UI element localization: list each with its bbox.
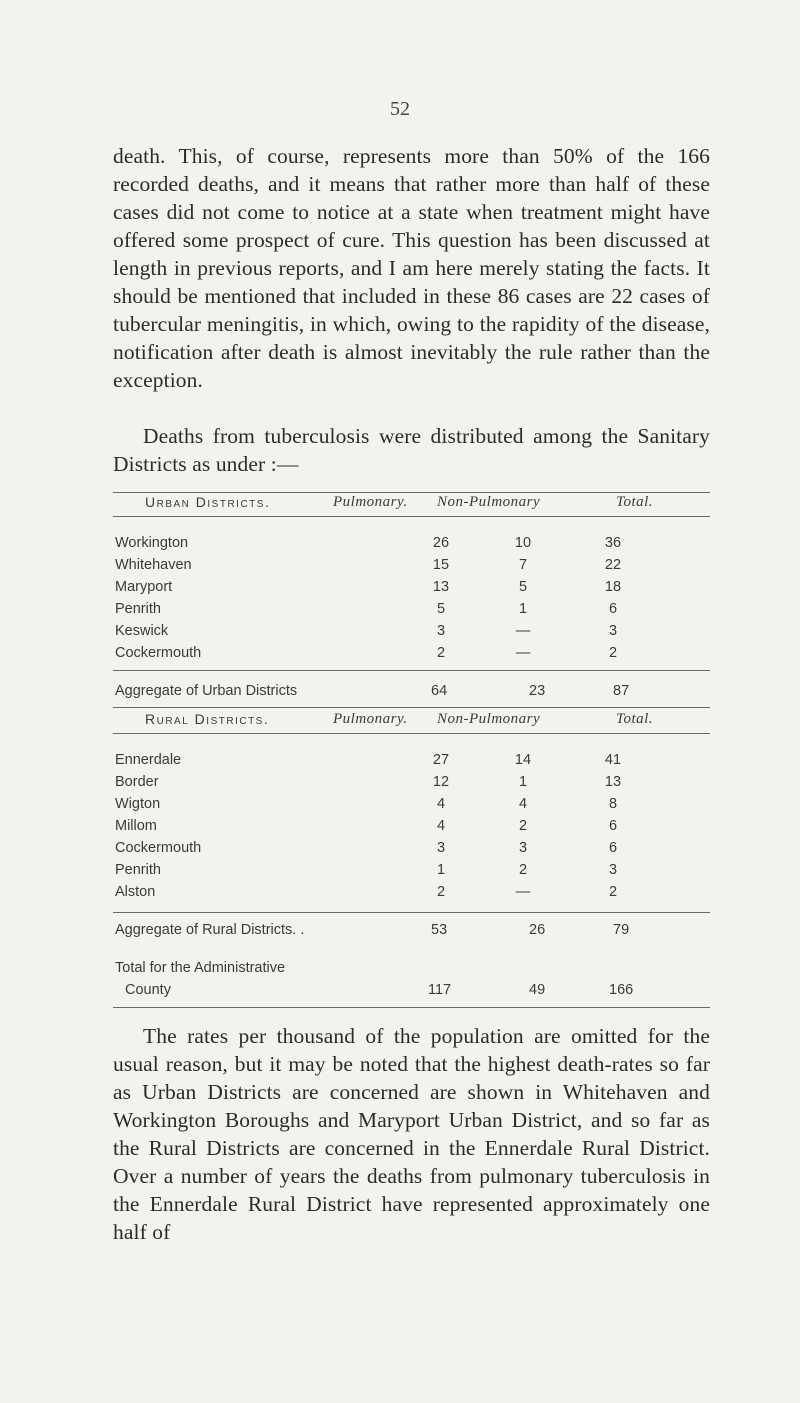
total-value: 3 xyxy=(608,862,618,878)
table-row xyxy=(113,818,710,840)
non-pulmonary-header: Non-Pulmonary xyxy=(437,494,541,510)
total-value: 13 xyxy=(604,774,622,790)
table-row xyxy=(113,535,710,557)
non-pulmonary-value: 5 xyxy=(518,579,528,595)
county-total-label-row xyxy=(113,960,710,982)
table-row xyxy=(113,645,710,667)
total-value: 36 xyxy=(604,535,622,551)
non-pulmonary-header: Non-Pulmonary xyxy=(437,711,541,727)
non-pulmonary-value: 1 xyxy=(518,774,528,790)
district-name: Keswick xyxy=(115,623,169,639)
non-pulmonary-value: — xyxy=(515,884,531,900)
page-number: 52 xyxy=(390,98,410,120)
table-row xyxy=(113,862,710,884)
total-value: 6 xyxy=(608,840,618,856)
pulmonary-header: Pulmonary. xyxy=(333,494,408,510)
non-pulmonary-value: 10 xyxy=(514,535,532,551)
pulmonary-value: 26 xyxy=(432,535,450,551)
table-row xyxy=(113,601,710,623)
district-name: Ennerdale xyxy=(115,752,182,768)
table-row xyxy=(113,796,710,818)
total-header: Total. xyxy=(616,494,654,510)
district-name: Millom xyxy=(115,818,157,834)
rural-section-title: Rural Districts. xyxy=(145,711,270,727)
pulmonary-header: Pulmonary. xyxy=(333,711,408,727)
district-name: Border xyxy=(115,774,159,790)
pulmonary-value: 53 xyxy=(431,922,448,938)
non-pulmonary-value: — xyxy=(515,623,531,639)
paragraph-meningitis: death. This, of course, represents more than 50% of the 166 recorded deaths, and it means that rather more than half of these cases did not come to notice at a state when treatment might have offered some prospect of cure. This question has been discussed at length in previous reports, and I am here merely stating the facts. It should be mentioned that included in these 86 cases are 22 cases of tubercular meningitis, in which, owing to the rapidity of the disease, notification after death is almost inevitably the rule rather than the exception. xyxy=(113,144,710,392)
total-value: 6 xyxy=(608,818,618,834)
pulmonary-value: 2 xyxy=(436,884,446,900)
total-header: Total. xyxy=(616,711,654,727)
non-pulmonary-value: 26 xyxy=(529,922,546,938)
total-value: 2 xyxy=(608,645,618,661)
total-value: 41 xyxy=(604,752,622,768)
district-name: Penrith xyxy=(115,862,161,878)
rural-header-row xyxy=(113,711,710,733)
total-value: 22 xyxy=(604,557,622,573)
paragraph-distribution-intro: Deaths from tuberculosis were distributed among the Sanitary Districts as under :— xyxy=(113,424,710,476)
district-name: Maryport xyxy=(115,579,173,595)
non-pulmonary-value: 2 xyxy=(518,818,528,834)
rural-header-rule xyxy=(113,733,710,734)
aggregate-label: Aggregate of Urban Districts xyxy=(115,683,298,699)
total-value: 2 xyxy=(608,884,618,900)
non-pulmonary-value: 7 xyxy=(518,557,528,573)
urban-aggregate-row xyxy=(113,683,710,705)
table-row xyxy=(113,557,710,579)
non-pulmonary-value: 3 xyxy=(518,840,528,856)
paragraph-death-rates: The rates per thousand of the population are omitted for the usual reason, but it may be noted that the highest death-rates so far as Urban Districts are concerned are shown in Whitehaven and Workington Boroughs and Maryport Urban District, and so far as the Rural Districts are concerned in the Ennerdale Rural District. Over a number of years the deaths from pulmonary tuberculosis in the Ennerdale Rural District have represented approximately one half of xyxy=(113,1024,710,1244)
pulmonary-value: 3 xyxy=(436,840,446,856)
county-total-row xyxy=(113,982,710,1004)
total-value: 166 xyxy=(609,982,634,998)
table-row xyxy=(113,884,710,906)
table-row xyxy=(113,774,710,796)
pulmonary-value: 5 xyxy=(436,601,446,617)
district-name: Whitehaven xyxy=(115,557,192,573)
pulmonary-value: 1 xyxy=(436,862,446,878)
table-row xyxy=(113,840,710,862)
table-top-rule xyxy=(113,492,710,493)
pulmonary-value: 12 xyxy=(432,774,450,790)
aggregate-label: Aggregate of Rural Districts. . xyxy=(115,922,305,938)
pulmonary-value: 15 xyxy=(432,557,450,573)
non-pulmonary-value: 2 xyxy=(518,862,528,878)
total-value: 6 xyxy=(608,601,618,617)
county-total-label-line2: County xyxy=(125,982,171,998)
urban-header-row xyxy=(113,494,710,516)
table-row xyxy=(113,623,710,645)
pulmonary-value: 2 xyxy=(436,645,446,661)
total-value: 87 xyxy=(613,683,630,699)
total-value: 79 xyxy=(613,922,630,938)
total-value: 3 xyxy=(608,623,618,639)
non-pulmonary-value: 49 xyxy=(529,982,546,998)
rural-aggregate-row xyxy=(113,922,710,944)
district-name: Penrith xyxy=(115,601,161,617)
non-pulmonary-value: 23 xyxy=(529,683,546,699)
district-name: Workington xyxy=(115,535,189,551)
pulmonary-value: 64 xyxy=(431,683,448,699)
pulmonary-value: 4 xyxy=(436,818,446,834)
non-pulmonary-value: 14 xyxy=(514,752,532,768)
county-total-label-line1: Total for the Administrative xyxy=(115,960,286,976)
total-value: 18 xyxy=(604,579,622,595)
header-rule xyxy=(113,516,710,517)
district-name: Cockermouth xyxy=(115,645,202,661)
district-name: Cockermouth xyxy=(115,840,202,856)
district-name: Alston xyxy=(115,884,156,900)
rural-top-rule xyxy=(113,707,710,708)
non-pulmonary-value: 4 xyxy=(518,796,528,812)
total-value: 8 xyxy=(608,796,618,812)
pulmonary-value: 3 xyxy=(436,623,446,639)
district-name: Wigton xyxy=(115,796,161,812)
pulmonary-value: 117 xyxy=(428,982,452,998)
pulmonary-value: 27 xyxy=(432,752,450,768)
non-pulmonary-value: — xyxy=(515,645,531,661)
table-row xyxy=(113,752,710,774)
non-pulmonary-value: 1 xyxy=(518,601,528,617)
pulmonary-value: 13 xyxy=(432,579,450,595)
table-bottom-rule xyxy=(113,1007,710,1008)
table-row xyxy=(113,579,710,601)
urban-aggregate-rule xyxy=(113,670,710,671)
pulmonary-value: 4 xyxy=(436,796,446,812)
urban-section-title: Urban Districts. xyxy=(145,494,271,510)
rural-aggregate-rule xyxy=(113,912,710,913)
